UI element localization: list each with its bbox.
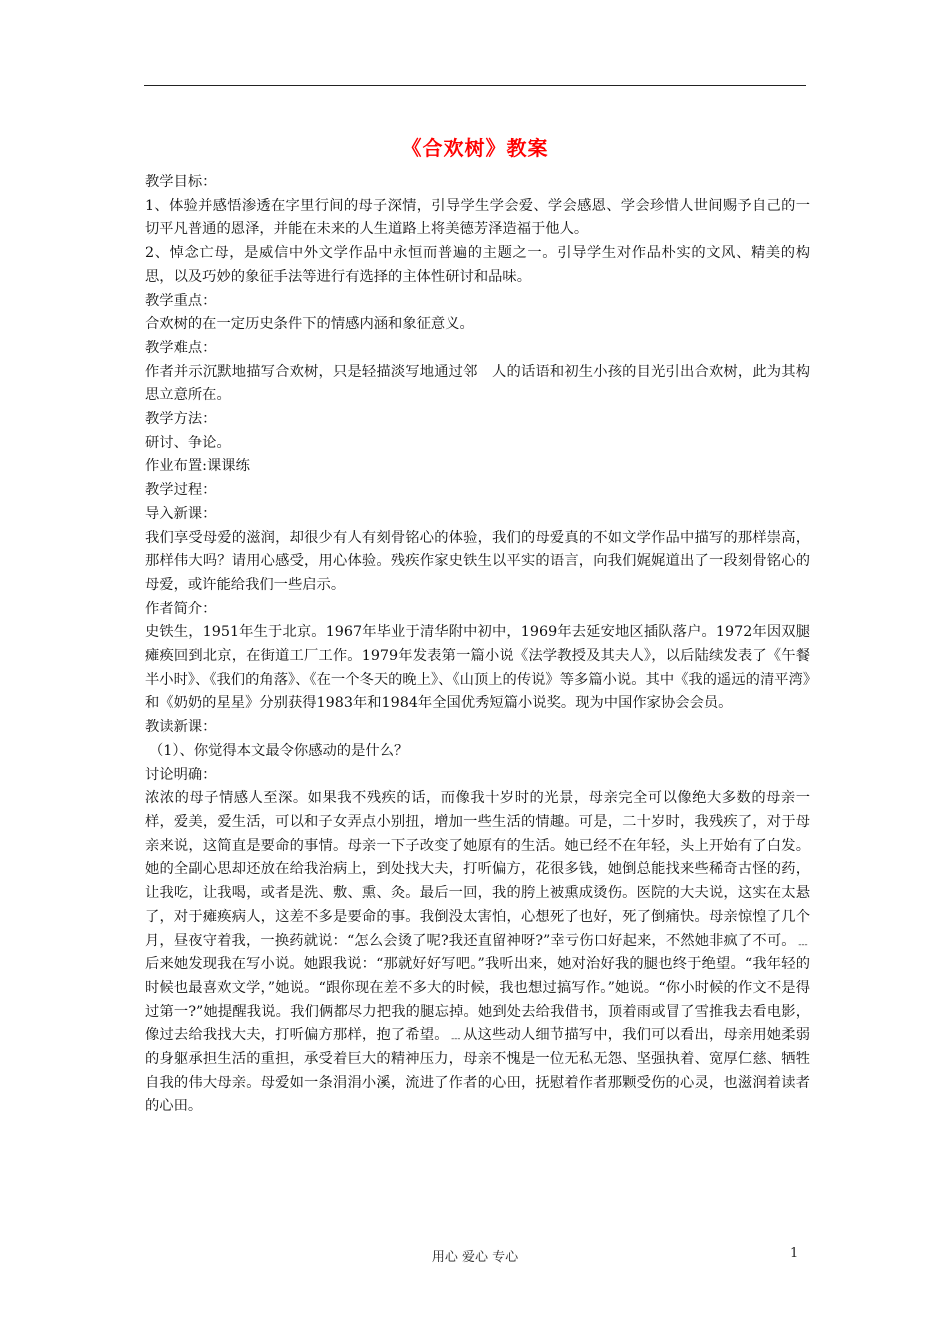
heading-reading: 教读新课： [145,719,217,736]
difficulties-text: 作者并示沉默地描写合欢树，只是轻描淡写地通过邻 人的话语和初生小孩的目光引出合欢树，此为其构思立意所在。 [145,363,810,404]
heading-introduction: 导入新课： [145,505,217,522]
heading-difficulties: 教学难点： [145,339,217,356]
heading-methods: 教学方法： [145,411,217,428]
objective-2: 2、悼念亡母，是威信中外文学作品中永恒而普遍的主题之一。引导学生对作品朴实的文风、精美的构思，以及巧妙的象征手法等进行有选择的主体性研讨和品味。 [145,245,810,285]
header-rule [144,85,806,86]
document-body [145,171,810,1119]
discussion-text: 浓浓的母子情感人至深。如果我不残疾的话，而像我十岁时的光景，母亲完全可以像绝大多数的母亲一样，爱美，爱生活，可以和子女弄点小别扭，增加一些生活的情趣。可是，二十岁时，我残疾了，对于母亲来说，这简直是要命的事情。母亲一下子改变了她原有的生活。她已经不在年轻，头上开始有了白发。她的全副心思却还放在给我治病上，到处找大夫，打听偏方，花很多钱，她倒总能找来些稀奇古怪的药，让我吃，让我喝，或者是洗、敷、熏、灸。最后一回，我的胯上被熏成烫伤。医院的大夫说，这实在太悬了，对于瘫痪病人，这差不多是要命的事。我倒没太害怕，心想死了也好，死了倒痛快。母亲惊惶了几个月，昼夜守着我，一换药就说：“怎么会烫了呢?我还直留神呀?”幸亏伤口好起来，不然她非疯了不可。﹍后来她发现我在写小说。她跟我说：“那就好好写吧。”我听出来，她对治好我的腿也终于绝望。“我年轻的时候也最喜欢文学，”她说。“跟你现在差不多大的时候，我也想过搞写作。”她说。“你小时候的作文不是得过第一?”她提醒我说。我们俩都尽力把我的腿忘掉。她到处去给我借书，顶着雨或冒了雪推我去看电影，像过去给我找大夫，打听偏方那样，抱了希望。﹍从这些动人细节描写中，我们可以看出，母亲用她柔弱的身躯承担生活的重担，承受着巨大的精神压力，母亲不愧是一位无私无怨、坚强执着、宽厚仁慈、牺牲自我的伟大母亲。母爱如一条涓涓小溪，流进了作者的心田，抚慰着作者那颗受伤的心灵，也滋润着读者的心田。 [145,790,810,1115]
heading-objectives: 教学目标： [145,174,217,190]
key-points-text: 合欢树的在一定历史条件下的情感内涵和象征意义。 [145,316,474,333]
heading-author: 作者简介： [145,600,217,617]
heading-process: 教学过程： [145,482,217,499]
page-number: 1 [790,1246,799,1261]
objective-1: 1、体验并感悟渗透在字里行间的母子深情，引导学生学会爱、学会感恩、学会珍惜人世间赐予自己的一切平凡普通的恩泽，并能在未来的人生道路上将美德芳泽造福于他人。 [145,197,810,238]
homework-line: 作业布置:课课练 [145,458,250,475]
methods-text: 研讨、争论。 [145,434,231,451]
question-1: （1）、你觉得本文最令你感动的是什么？ [149,742,409,759]
heading-discussion: 讨论明确： [145,766,217,783]
document-title: 《合欢树》教案 [401,136,549,160]
heading-key-points: 教学重点： [145,292,217,309]
author-text: 史铁生，1951年生于北京。1967年毕业于清华附中初中，1969年去延安地区插队落户。1972年因双腿瘫痪回到北京，在街道工厂工作。1979年发表第一篇小说《法学教授及其夫人》，以后陆续发表了《午餐半小时》、《我们的角落》、《在一个冬天的晚上》、《山顶上的传说》等多篇小说。其中《我的遥远的清平湾》和《奶奶的星星》分别获得1983年和1984年全国优秀短篇小说奖。现为中国作家协会会员。 [145,624,810,712]
introduction-text: 我们享受母爱的滋润，却很少有人有刻骨铭心的体验，我们的母爱真的不如文学作品中描写的那样崇高，那样伟大吗？请用心感受，用心体验。残疾作家史铁生以平实的语言，向我们娓娓道出了一段刻骨铭心的母爱，或许能给我们一些启示。 [145,529,810,593]
footer-motto: 用心 爱心 专心 [431,1250,519,1265]
